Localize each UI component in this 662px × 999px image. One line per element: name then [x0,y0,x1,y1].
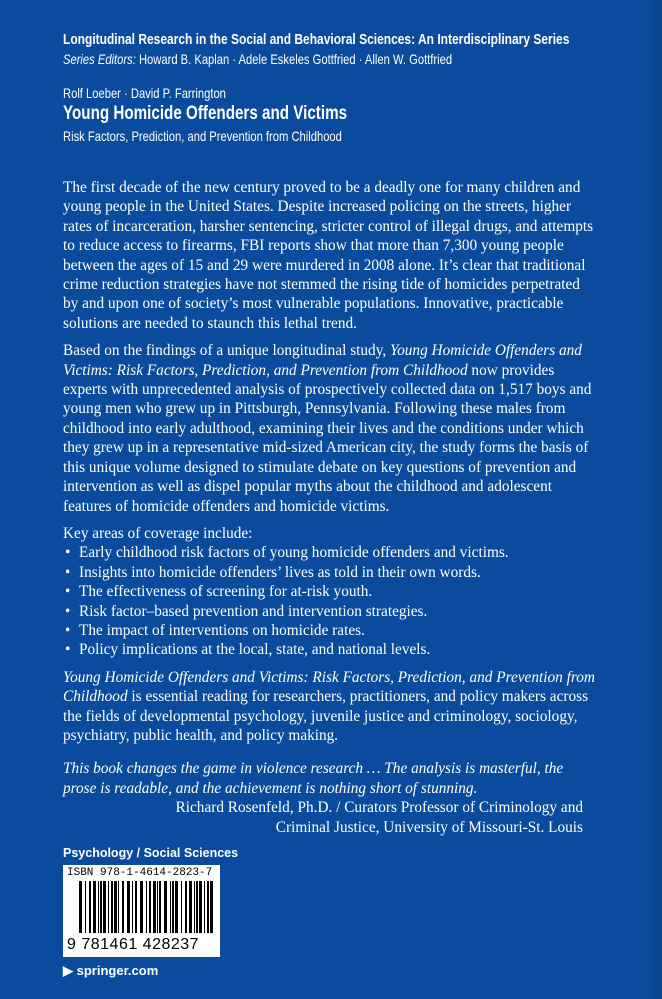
barcode-bars [79,881,215,933]
list-item: • Early childhood risk factors of young homicide offenders and victims. [63,543,595,562]
barcode-bar [127,881,130,933]
barcode-digits: 9 781461 428237 [67,936,200,953]
text: is essential reading for researchers, practitioners, and policy makers across the fields of developmental psychology, juvenile justice and criminology, sociology, psychiatry, public health, and policy making. [63,688,589,744]
barcode-bar [207,881,209,933]
barcode-bar [185,881,187,933]
barcode-bar [135,881,137,933]
barcode-bar [149,881,151,933]
list-item: • Policy implications at the local, state, and national levels. [63,640,595,659]
barcode-bar [175,881,178,933]
isbn: ISBN 978-1-4614-2823-7 [67,867,213,879]
barcode-bar [159,881,161,933]
barcode-bar [153,881,156,933]
barcode-bar [118,881,119,933]
barcode-bar [89,881,91,933]
list-item: • The impact of interventions on homicide rates. [63,621,595,640]
barcode-bar [189,881,192,933]
barcode-bar [172,881,174,933]
book-title-italic: Young Homicide Offenders and Victims: Risk Factors, Prediction, and Prevention from Childhood [63,342,582,379]
back-cover-content [63,0,595,999]
paragraph-study [63,341,595,516]
barcode-bar [146,881,147,933]
attribution: Criminal Justice, University of Missouri-St. Louis [275,818,583,836]
website-text: springer.com [76,963,159,978]
key-areas [63,524,595,660]
barcode-bar [111,881,113,933]
text: now provides experts with unprecedented analysis of prospectively collected data on 1,517 boys and young men who grew up in Pittsburgh, Pennsylvania. Following these males from childhood into early adulthood, examining their lives and the conditions under which they grew up in a representative mid-sized American city, the study forms the basis of this unique volume designed to stimulate debate on key questions of prevention and intervention as well as dispel popular myths about the childhood and adolescent features of homicide offenders and homicide victims. [63,361,592,515]
key-areas-heading: Key areas of coverage include: [63,524,253,542]
book-title-italic: Young Homicide Offenders and Victims: Risk Factors, Prediction, and Prevention from Childhood [63,668,595,706]
barcode-bar [157,881,158,933]
coverage-list [63,543,595,659]
barcode-bar [194,881,195,933]
barcode-bar [140,881,143,933]
series-title: Longitudinal Research in the Social and Behavioral Sciences: An Interdisciplinary Series [63,31,570,48]
barcode [63,865,220,957]
paragraph-audience [63,668,595,746]
barcode-bar [85,881,86,933]
barcode-bar [164,881,167,933]
list-item: • The effectiveness of screening for at-risk youth. [63,582,595,601]
barcode-bar [114,881,117,933]
barcode-bar [132,881,133,933]
barcode-bar [181,881,182,933]
category: Psychology / Social Sciences [63,846,239,860]
text: Based on the findings of a unique longitudinal study, [63,342,391,360]
spine-edge [652,0,662,999]
barcode-bar [103,881,106,933]
attribution: Richard Rosenfeld, Ph.D. / Curators Professor of Criminology and [175,799,583,817]
barcode-bar [122,881,124,933]
barcode-bar [170,881,171,933]
quote-text: This book changes the game in violence research … The analysis is masterful, the prose is readable, and the achievement is nothing short of stunning. [63,760,564,797]
list-item: • Risk factor–based prevention and intervention strategies. [63,602,595,621]
barcode-bar [196,881,198,933]
paragraph-text: The first decade of the new century proved to be a deadly one for many children and young people in the United States. Despite increased policing on the streets, higher rates of incarceration, harsher sentencing, stricter control of illegal drugs, and attempts to reduce access to firearms, FBI reports show that more than 7,300 young people between the ages of 15 and 29 were murdered in 2008 alone. It’s clear that traditional crime reduction strategies have not stemmed the rising tide of homicides perpetrated by and upon one of society’s most vulnerable populations. Innovative, practicable solutions are needed to staunch this lethal trend. [63,179,594,332]
editors-names: Howard B. Kaplan · Adele Eskeles Gottfried · Allen W. Gottfried [135,51,453,67]
triangle-right-icon: ▶ [63,963,73,978]
book-title: Young Homicide Offenders and Victims [63,103,348,124]
website-link[interactable] [63,963,595,979]
barcode-bar [100,881,102,933]
barcode-bar [98,881,99,933]
barcode-bar [79,881,82,933]
authors: Rolf Loeber · David P. Farrington [63,85,226,101]
barcode-bar [210,881,213,933]
barcode-bar [93,881,96,933]
list-item: • Insights into homicide offenders’ lives as told in their own words. [63,563,595,582]
barcode-bar [199,881,202,933]
book-subtitle: Risk Factors, Prediction, and Prevention from Childhood [63,128,342,144]
paragraph-intro [63,178,595,333]
barcode-bar [204,881,205,933]
endorsement [63,759,595,837]
editors-label: Series Editors: [63,51,136,67]
barcode-bar [108,881,109,933]
